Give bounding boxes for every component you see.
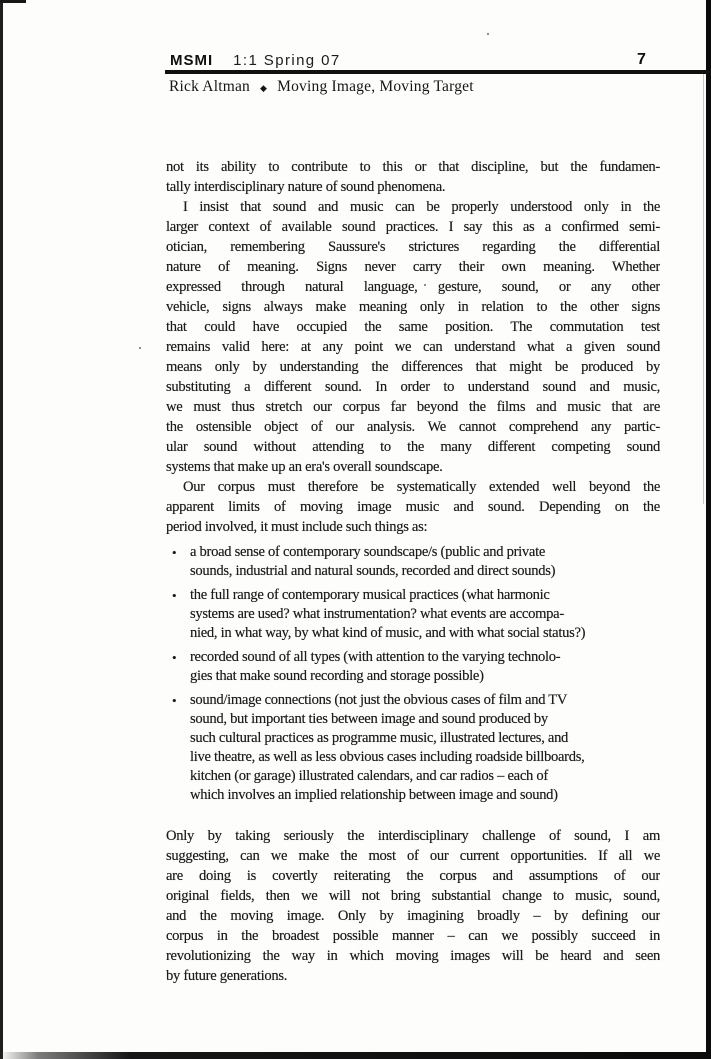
- text-line: sounds, industrial and natural sounds, recorded and direct sounds): [190, 563, 556, 579]
- text-line: which involves an implied relationship between image and sound): [190, 787, 558, 803]
- text-line: by future generations.: [166, 968, 288, 984]
- scan-edge-left: [0, 0, 3, 1059]
- text-line: a broad sense of contemporary soundscape/s (public and private: [190, 544, 546, 560]
- journal-abbrev: MSMI: [170, 52, 214, 69]
- text-line: gies that make sound recording and storage possible): [190, 668, 484, 684]
- author-name: Rick Altman: [169, 78, 250, 95]
- text-line: we must thus stretch our corpus far beyond the films and music that are: [166, 399, 660, 415]
- scan-speck: [487, 33, 489, 35]
- bullet-marker: •: [172, 545, 177, 560]
- text-line: Our corpus must therefore be systematically extended well beyond the: [183, 479, 660, 495]
- scan-edge-bottom: [0, 1052, 711, 1059]
- text-line: not its ability to contribute to this or that discipline, but the fundamen-: [166, 159, 660, 175]
- bullet-marker: •: [172, 588, 177, 603]
- text-line: means only by understanding the differences that might be produced by: [166, 359, 660, 375]
- text-line: sound/image connections (not just the obvious cases of film and TV: [190, 692, 568, 708]
- bullet-marker: •: [172, 693, 177, 708]
- paragraph: [166, 157, 660, 197]
- text-line: live theatre, as well as less obvious cases including roadside billboards,: [190, 749, 585, 765]
- text-line: corpus in the broadest possible manner – can we possibly succeed in: [166, 928, 660, 944]
- article-title: Moving Image, Moving Target: [277, 78, 474, 95]
- scan-gutter-line: [703, 74, 704, 504]
- text-line: kitchen (or garage) illustrated calendars, and car radios – each of: [190, 768, 548, 784]
- text-line: the full range of contemporary musical practices (what harmonic: [190, 587, 550, 603]
- text-line: vehicle, signs always make meaning only in relation to the other signs: [166, 299, 660, 315]
- scan-edge-right: [706, 0, 711, 1059]
- issue-label: 1:1 Spring 07: [233, 52, 341, 69]
- bullet-marker: •: [172, 650, 177, 665]
- text-column: [166, 157, 660, 986]
- bullet-item: [166, 543, 660, 581]
- text-line: that could have occupied the same position. The commutation test: [166, 319, 660, 335]
- paragraph: [166, 477, 660, 537]
- header-rule: [165, 70, 711, 74]
- text-line: substituting a different sound. In order to understand sound and music,: [166, 379, 660, 395]
- text-line: tally interdisciplinary nature of sound phenomena.: [166, 179, 446, 195]
- scan-mark-topleft: [0, 0, 26, 3]
- text-line: period involved, it must include such things as:: [166, 519, 428, 535]
- diamond-icon: ◆: [260, 82, 268, 93]
- text-line: systems that make up an era's overall soundscape.: [166, 459, 443, 475]
- text-line: I insist that sound and music can be properly understood only in the: [183, 199, 660, 215]
- text-line: remains valid here: at any point we can understand what a given sound: [166, 339, 660, 355]
- bullet-item: [166, 648, 660, 686]
- text-line: sound, but important ties between image and sound produced by: [190, 711, 548, 727]
- text-line: Only by taking seriously the interdisciplinary challenge of sound, I am: [166, 828, 660, 844]
- text-line: larger context of available sound practices. I say this as a confirmed semi-: [166, 219, 660, 235]
- text-line: original fields, then we will not bring substantial change to music, sound,: [166, 888, 660, 904]
- text-line: expressed through natural language, gesture, sound, or any other: [166, 279, 660, 295]
- text-line: recorded sound of all types (with attention to the varying technolo-: [190, 649, 561, 665]
- scan-speck: [139, 347, 141, 349]
- bullet-item: [166, 586, 660, 643]
- text-line: ular sound without attending to the many different competing sound: [166, 439, 660, 455]
- paragraph: [166, 826, 660, 986]
- text-line: systems are used? what instrumentation? what events are accompa-: [190, 606, 564, 622]
- running-head: [170, 52, 650, 69]
- text-line: the ostensible object of our analysis. We cannot comprehend any partic-: [166, 419, 660, 435]
- text-line: and the moving image. Only by imagining broadly – by defining our: [166, 908, 660, 924]
- byline: [169, 78, 669, 96]
- text-line: suggesting, can we make the most of our current opportunities. If all we: [166, 848, 660, 864]
- text-line: such cultural practices as programme music, illustrated lectures, and: [190, 730, 569, 746]
- text-line: revolutionizing the way in which moving images will be heard and seen: [166, 948, 660, 964]
- page-number: 7: [637, 51, 646, 68]
- bullet-list: [166, 543, 660, 805]
- bullet-item: [166, 691, 660, 805]
- text-line: are doing is covertly reiterating the corpus and assumptions of our: [166, 868, 660, 884]
- text-line: apparent limits of moving image music and sound. Depending on the: [166, 499, 660, 515]
- text-line: nied, in what way, by what kind of music, and with what social status?): [190, 625, 586, 641]
- text-line: nature of meaning. Signs never carry their own meaning. Whether: [166, 259, 660, 275]
- paragraph: [166, 197, 660, 477]
- text-line: otician, remembering Saussure's strictures regarding the differential: [166, 239, 660, 255]
